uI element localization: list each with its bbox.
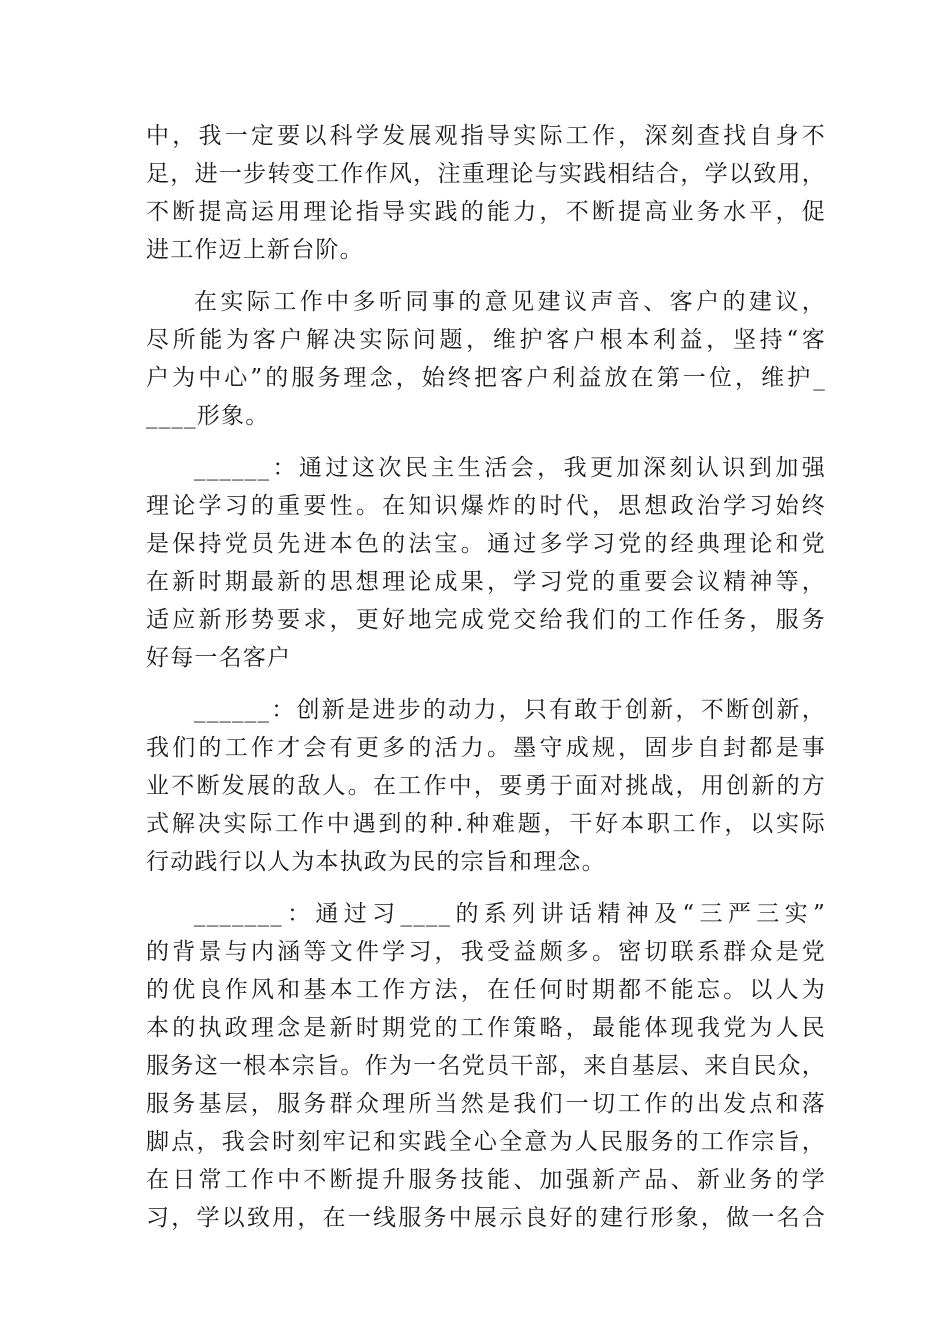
paragraph-line: 在实际工作中多听同事的意见建议声音、客户的建议， bbox=[194, 289, 826, 315]
paragraph-line: 在日常工作中不断提升服务技能、加强新产品、新业务的学 bbox=[146, 1167, 826, 1193]
paragraph-line: 本的执政理念是新时期党的工作策略，最能体现我党为人民 bbox=[146, 1015, 826, 1041]
paragraph bbox=[146, 691, 826, 881]
paragraph bbox=[146, 117, 826, 269]
paragraph-line: 我们的工作才会有更多的活力。墨守成规，固步自封都是事 bbox=[146, 735, 826, 761]
paragraph bbox=[146, 283, 826, 435]
paragraph-line: 足，进一步转变工作作风，注重理论与实践相结合，学以致用， bbox=[146, 161, 826, 187]
paragraph-line: 不断提高运用理论指导实践的能力，不断提高业务水平，促 bbox=[146, 199, 826, 225]
paragraph-line: 是保持党员先进本色的法宝。通过多学习党的经典理论和党 bbox=[146, 531, 826, 557]
document-body bbox=[146, 117, 826, 1237]
paragraph-line: 在新时期最新的思想理论成果，学习党的重要会议精神等， bbox=[146, 569, 826, 595]
paragraph bbox=[146, 449, 826, 677]
paragraph-line: 户为中心”的服务理念，始终把客户利益放在第一位，维护_ bbox=[146, 365, 826, 391]
paragraph-gap bbox=[146, 435, 826, 449]
paragraph bbox=[146, 895, 826, 1237]
paragraph-line: 脚点，我会时刻牢记和实践全心全意为人民服务的工作宗旨， bbox=[146, 1129, 826, 1155]
paragraph-line: 的优良作风和基本工作方法，在任何时期都不能忘。以人为 bbox=[146, 977, 826, 1003]
paragraph-line: 式解决实际工作中遇到的种.种难题，干好本职工作，以实际 bbox=[146, 811, 826, 837]
paragraph-line: _______：通过习____的系列讲话精神及“三严三实” bbox=[194, 901, 826, 927]
paragraph-line: 服务这一根本宗旨。作为一名党员干部，来自基层、来自民众， bbox=[146, 1053, 826, 1079]
paragraph-gap bbox=[146, 269, 826, 283]
paragraph-line: 尽所能为客户解决实际问题，维护客户根本利益，坚持“客 bbox=[146, 327, 826, 353]
paragraph-line: 中，我一定要以科学发展观指导实际工作，深刻查找自身不 bbox=[146, 123, 826, 149]
paragraph-line: 的背景与内涵等文件学习，我受益颇多。密切联系群众是党 bbox=[146, 939, 826, 965]
paragraph-line: ____形象。 bbox=[146, 403, 270, 429]
paragraph-line: 服务基层，服务群众理所当然是我们一切工作的出发点和落 bbox=[146, 1091, 826, 1117]
paragraph-line: 行动践行以人为本执政为民的宗旨和理念。 bbox=[146, 849, 606, 875]
paragraph-line: ______：通过这次民主生活会，我更加深刻认识到加强 bbox=[194, 455, 826, 481]
paragraph-line: ______：创新是进步的动力，只有敢于创新，不断创新， bbox=[194, 697, 826, 723]
paragraph-line: 习，学以致用，在一线服务中展示良好的建行形象，做一名合 bbox=[146, 1205, 826, 1231]
paragraph-gap bbox=[146, 677, 826, 691]
paragraph-line: 业不断发展的敌人。在工作中，要勇于面对挑战，用创新的方 bbox=[146, 773, 826, 799]
paragraph-gap bbox=[146, 881, 826, 895]
paragraph-line: 适应新形势要求，更好地完成党交给我们的工作任务，服务 bbox=[146, 607, 826, 633]
paragraph-line: 好每一名客户 bbox=[146, 645, 292, 671]
paragraph-line: 进工作迈上新台阶。 bbox=[146, 237, 364, 263]
paragraph-line: 理论学习的重要性。在知识爆炸的时代，思想政治学习始终 bbox=[146, 493, 826, 519]
